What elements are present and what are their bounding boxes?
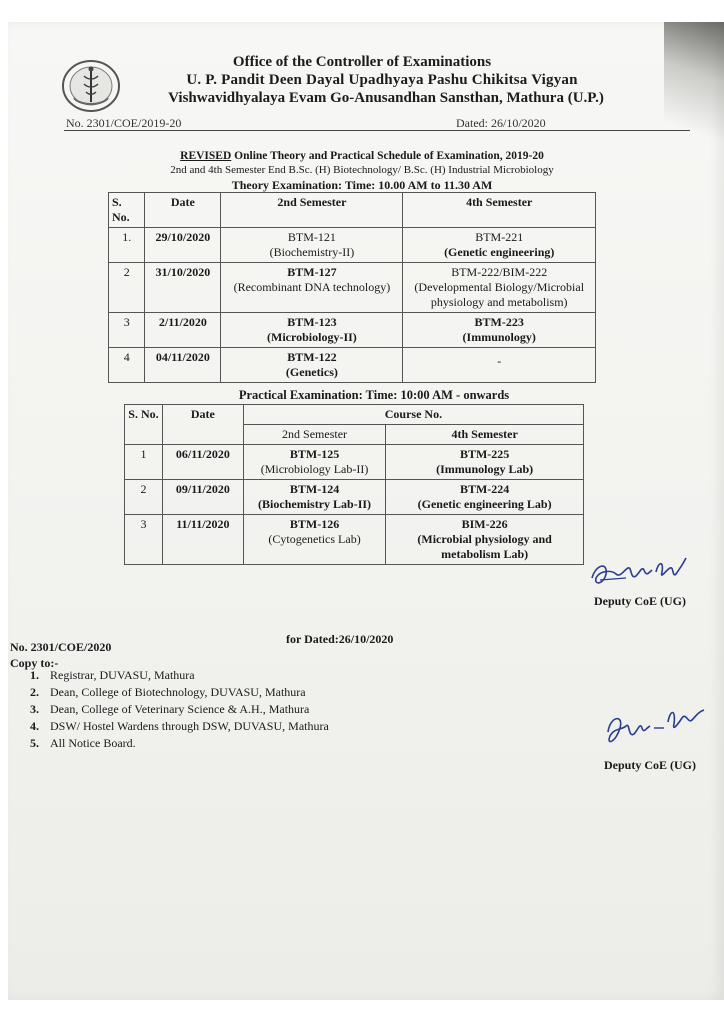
row-sno: 1. bbox=[109, 228, 145, 263]
item-number: 2. bbox=[30, 685, 39, 699]
col-sno: S. No. bbox=[125, 405, 163, 445]
course-code: BTM-123 bbox=[287, 315, 337, 329]
practical-schedule-table bbox=[124, 404, 584, 565]
list-item bbox=[30, 736, 329, 753]
row-date: 06/11/2020 bbox=[162, 445, 243, 480]
course-code: BTM-127 bbox=[287, 265, 337, 279]
reference-number: No. 2301/COE/2019-20 bbox=[66, 116, 182, 130]
row-sem2 bbox=[221, 348, 403, 383]
row-sem4 bbox=[386, 480, 584, 515]
course-name: (Immunology) bbox=[462, 330, 536, 344]
row-sno: 3 bbox=[109, 313, 145, 348]
row-sem2 bbox=[243, 445, 385, 480]
table-row bbox=[109, 228, 596, 263]
row-date: 2/11/2020 bbox=[145, 313, 221, 348]
row-sno: 1 bbox=[125, 445, 163, 480]
course-code: BTM-124 bbox=[289, 482, 340, 496]
row-date: 09/11/2020 bbox=[162, 480, 243, 515]
copy-to-list bbox=[30, 668, 329, 753]
university-name-line2: Vishwavidhyalaya Evam Go-Anusandhan Sansthan, Mathura (U.P.) bbox=[168, 90, 604, 106]
row-sno: 4 bbox=[109, 348, 145, 383]
row-sem4 bbox=[403, 348, 596, 383]
row-sno: 2 bbox=[125, 480, 163, 515]
course-name: (Biochemistry Lab-II) bbox=[258, 497, 372, 511]
course-code: BTM-125 bbox=[289, 447, 340, 461]
row-sno: 3 bbox=[125, 515, 163, 565]
row-sem4 bbox=[403, 313, 596, 348]
course-code: BIM-226 bbox=[461, 517, 508, 531]
row-date: 29/10/2020 bbox=[145, 228, 221, 263]
table-row bbox=[125, 515, 584, 565]
footer-dated: for Dated:26/10/2020 bbox=[286, 632, 394, 646]
signature-image-icon bbox=[586, 548, 696, 594]
schedule-subtitle: 2nd and 4th Semester End B.Sc. (H) Biotechnology/ B.Sc. (H) Industrial Microbiology bbox=[170, 164, 554, 176]
row-date: 31/10/2020 bbox=[145, 263, 221, 313]
table-row bbox=[109, 348, 596, 383]
col-sno: S. No. bbox=[109, 193, 145, 228]
col-date: Date bbox=[145, 193, 221, 228]
course-code: BTM-126 bbox=[289, 517, 340, 531]
table-row bbox=[109, 313, 596, 348]
item-text: Registrar, DUVASU, Mathura bbox=[50, 668, 195, 682]
course-code: BTM-121 bbox=[287, 230, 336, 244]
row-sem2 bbox=[221, 263, 403, 313]
table-header-row bbox=[109, 193, 596, 228]
col-sem2: 2nd Semester bbox=[243, 425, 385, 445]
course-name: (Recombinant DNA technology) bbox=[233, 280, 391, 294]
course-code: BTM-224 bbox=[459, 482, 510, 496]
course-name: (Biochemistry-II) bbox=[269, 245, 355, 259]
course-name: (Microbial physiology and metabolism Lab) bbox=[417, 532, 552, 561]
row-sem4 bbox=[403, 263, 596, 313]
course-name: (Microbiology-II) bbox=[267, 330, 357, 344]
row-sem2 bbox=[221, 228, 403, 263]
course-code: BTM-122 bbox=[287, 350, 337, 364]
col-sem4: 4th Semester bbox=[403, 193, 596, 228]
list-item bbox=[30, 702, 329, 719]
row-sem4 bbox=[403, 228, 596, 263]
course-name: (Immunology Lab) bbox=[436, 462, 534, 476]
course-code: BTM-223 bbox=[474, 315, 524, 329]
list-item bbox=[30, 668, 329, 685]
row-date: 04/11/2020 bbox=[145, 348, 221, 383]
theory-heading: Theory Examination: Time: 10.00 AM to 11.30 AM bbox=[231, 178, 493, 192]
signatory-title: Deputy CoE (UG) bbox=[594, 594, 686, 608]
office-title: Office of the Controller of Examinations bbox=[232, 54, 492, 70]
row-sno: 2 bbox=[109, 263, 145, 313]
row-sem4 bbox=[386, 515, 584, 565]
row-sem4 bbox=[386, 445, 584, 480]
list-item bbox=[30, 685, 329, 702]
course-code: BTM-222/BIM-222 bbox=[451, 265, 548, 279]
course-code: BTM-225 bbox=[459, 447, 510, 461]
row-date: 11/11/2020 bbox=[162, 515, 243, 565]
row-sem2 bbox=[243, 515, 385, 565]
item-number: 5. bbox=[30, 736, 39, 750]
course-name: (Developmental Biology/Microbial physiology and metabolism) bbox=[414, 280, 585, 309]
issue-date: Dated: 26/10/2020 bbox=[456, 116, 546, 130]
col-course-no: Course No. bbox=[243, 405, 583, 425]
table-row bbox=[125, 480, 584, 515]
row-sem2 bbox=[243, 480, 385, 515]
table-row bbox=[109, 263, 596, 313]
footer-reference-number: No. 2301/COE/2020 bbox=[10, 640, 112, 654]
schedule-title: REVISED Online Theory and Practical Schedule of Examination, 2019-20 bbox=[180, 150, 544, 162]
practical-heading: Practical Examination: Time: 10:00 AM - onwards bbox=[238, 388, 510, 402]
item-text: DSW/ Hostel Wardens through DSW, DUVASU, Mathura bbox=[50, 719, 329, 733]
item-number: 3. bbox=[30, 702, 39, 716]
row-sem2 bbox=[221, 313, 403, 348]
theory-schedule-table bbox=[108, 192, 596, 383]
col-date: Date bbox=[162, 405, 243, 445]
course-name: (Genetic engineering Lab) bbox=[417, 497, 552, 511]
university-name-line1: U. P. Pandit Deen Dayal Upadhyaya Pashu Chikitsa Vigyan bbox=[186, 72, 578, 88]
copy-to-label: Copy to:- bbox=[10, 656, 59, 670]
course-code: - bbox=[497, 354, 502, 368]
course-name: (Microbiology Lab-II) bbox=[260, 462, 369, 476]
table-header-row bbox=[125, 405, 584, 425]
signatory-title-2: Deputy CoE (UG) bbox=[604, 758, 696, 772]
col-sem4: 4th Semester bbox=[386, 425, 584, 445]
item-number: 4. bbox=[30, 719, 39, 733]
item-number: 1. bbox=[30, 668, 39, 682]
header-divider bbox=[64, 130, 690, 131]
course-name: (Genetic engineering) bbox=[444, 245, 555, 259]
item-text: All Notice Board. bbox=[50, 736, 136, 750]
course-name: (Genetics) bbox=[285, 365, 338, 379]
list-item bbox=[30, 719, 329, 736]
course-name: (Cytogenetics Lab) bbox=[268, 532, 361, 546]
course-code: BTM-221 bbox=[475, 230, 524, 244]
item-text: Dean, College of Biotechnology, DUVASU, Mathura bbox=[50, 685, 306, 699]
table-row bbox=[125, 445, 584, 480]
signature-image-icon bbox=[600, 702, 710, 754]
item-text: Dean, College of Veterinary Science & A.H., Mathura bbox=[50, 702, 310, 716]
col-sem2: 2nd Semester bbox=[221, 193, 403, 228]
